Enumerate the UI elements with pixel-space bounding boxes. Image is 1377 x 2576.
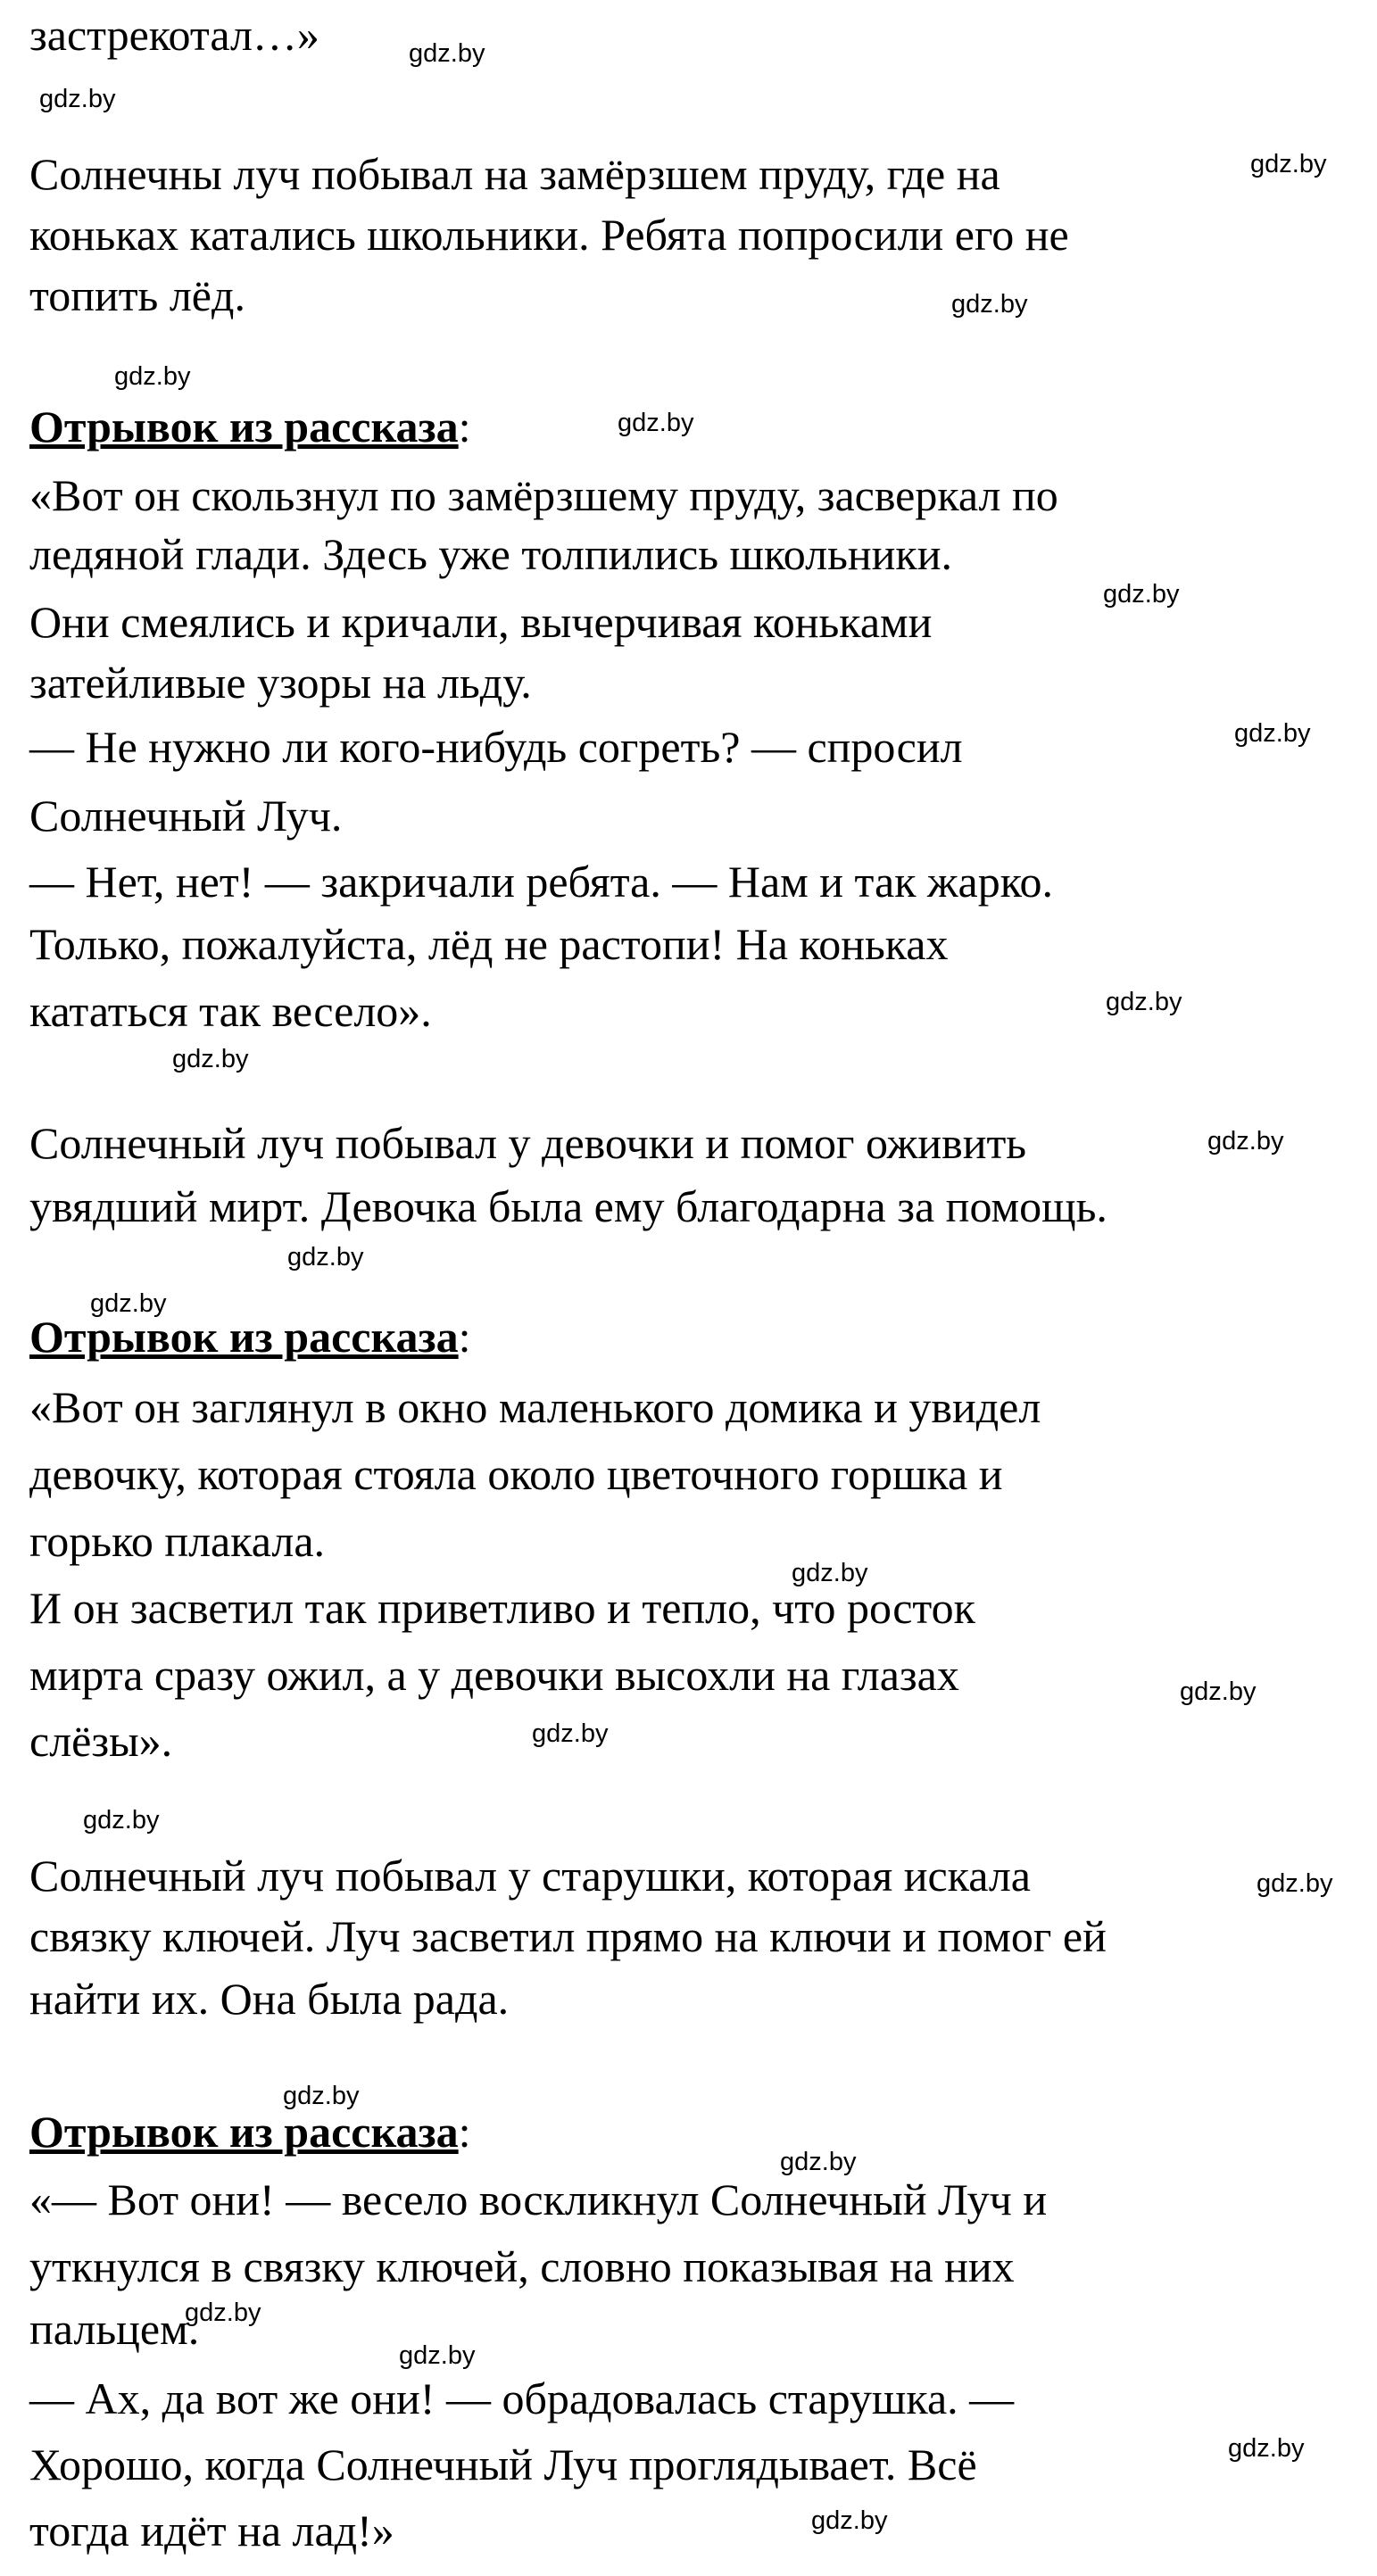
watermark: gdz.by: [532, 1719, 609, 1748]
section-heading: [29, 1312, 471, 1362]
excerpt-line: Только, пожалуйста, лёд не растопи! На коньках: [29, 919, 949, 969]
summary-line: Солнечны луч побывал на замёрзшем пруду, где на: [29, 149, 1000, 199]
watermark: gdz.by: [1106, 988, 1182, 1016]
watermark: gdz.by: [1207, 1127, 1284, 1155]
summary-line: Солнечный луч побывал у девочки и помог оживить: [29, 1118, 1027, 1168]
watermark: gdz.by: [1234, 719, 1311, 748]
excerpt-line: затейливые узоры на льду.: [29, 658, 532, 708]
excerpt-line: девочку, которая стояла около цветочного горшка и: [29, 1449, 1003, 1499]
excerpt-line: «— Вот они! — весело воскликнул Солнечный Луч и: [29, 2174, 1048, 2224]
heading-title: Отрывок из рассказа: [29, 2107, 459, 2157]
excerpt-line: кататься так весело».: [29, 986, 432, 1036]
excerpt-line: — Не нужно ли кого-нибудь согреть? — спросил: [29, 722, 963, 772]
watermark: gdz.by: [409, 39, 485, 68]
summary-line: связку ключей. Луч засветил прямо на ключи и помог ей: [29, 1911, 1107, 1961]
watermark: gdz.by: [90, 1289, 167, 1318]
excerpt-line: Хорошо, когда Солнечный Луч проглядывает. Всё: [29, 2439, 977, 2489]
summary-line: найти их. Она была рада.: [29, 1974, 510, 2024]
watermark: gdz.by: [1228, 2434, 1305, 2463]
heading-title: Отрывок из рассказа: [29, 1312, 459, 1362]
excerpt-line: мирта сразу ожил, а у девочки высохли на глазах: [29, 1650, 959, 1700]
watermark: gdz.by: [811, 2506, 888, 2535]
watermark: gdz.by: [287, 1243, 364, 1271]
watermark: gdz.by: [792, 1559, 868, 1587]
heading-colon: :: [458, 1312, 471, 1362]
heading-title: Отрывок из рассказа: [29, 402, 459, 451]
watermark: gdz.by: [951, 290, 1028, 319]
watermark: gdz.by: [1180, 1677, 1257, 1706]
watermark: gdz.by: [39, 85, 116, 113]
excerpt-line: слёзы».: [29, 1716, 173, 1766]
section-heading: [29, 2107, 471, 2157]
excerpt-line: Они смеялись и кричали, вычерчивая коньками: [29, 597, 933, 647]
excerpt-line: — Нет, нет! — закричали ребята. — Нам и так жарко.: [29, 857, 1053, 907]
watermark: gdz.by: [172, 1045, 249, 1073]
watermark: gdz.by: [618, 409, 694, 437]
excerpt-line: уткнулся в связку ключей, словно показывая на них: [29, 2241, 1015, 2291]
excerpt-line: «Вот он скользнул по замёрзшему пруду, засверкал по: [29, 470, 1058, 520]
watermark: gdz.by: [283, 2082, 360, 2110]
excerpt-line: «Вот он заглянул в окно маленького домика и увидел: [29, 1382, 1041, 1432]
excerpt-line: И он засветил так приветливо и тепло, что росток: [29, 1583, 975, 1633]
watermark: gdz.by: [780, 2148, 857, 2176]
watermark: gdz.by: [1257, 1869, 1333, 1898]
excerpt-line: тогда идёт на лад!»: [29, 2506, 394, 2555]
heading-colon: :: [458, 2107, 471, 2157]
summary-line: Солнечный луч побывал у старушки, которая искала: [29, 1851, 1031, 1901]
watermark: gdz.by: [185, 2299, 261, 2327]
summary-line: коньках катались школьники. Ребята попросили его не: [29, 210, 1069, 260]
summary-line: топить лёд.: [29, 270, 245, 320]
watermark: gdz.by: [114, 362, 191, 391]
excerpt-line: ледяной глади. Здесь уже толпились школьники.: [29, 529, 952, 579]
opening-fragment: застрекотал…»: [29, 10, 319, 60]
heading-colon: :: [458, 402, 471, 451]
watermark: gdz.by: [1250, 150, 1327, 178]
section-heading: [29, 404, 471, 449]
excerpt-line: горько плакала.: [29, 1516, 326, 1566]
excerpt-line: — Ах, да вот же они! — обрадовалась старушка. —: [29, 2373, 1015, 2423]
watermark: gdz.by: [399, 2341, 476, 2370]
watermark: gdz.by: [83, 1806, 160, 1835]
excerpt-line: Солнечный Луч.: [29, 791, 343, 841]
watermark: gdz.by: [1103, 580, 1180, 609]
excerpt-line: пальцем.: [29, 2304, 200, 2354]
summary-line: увядший мирт. Девочка была ему благодарна за помощь.: [29, 1181, 1107, 1231]
